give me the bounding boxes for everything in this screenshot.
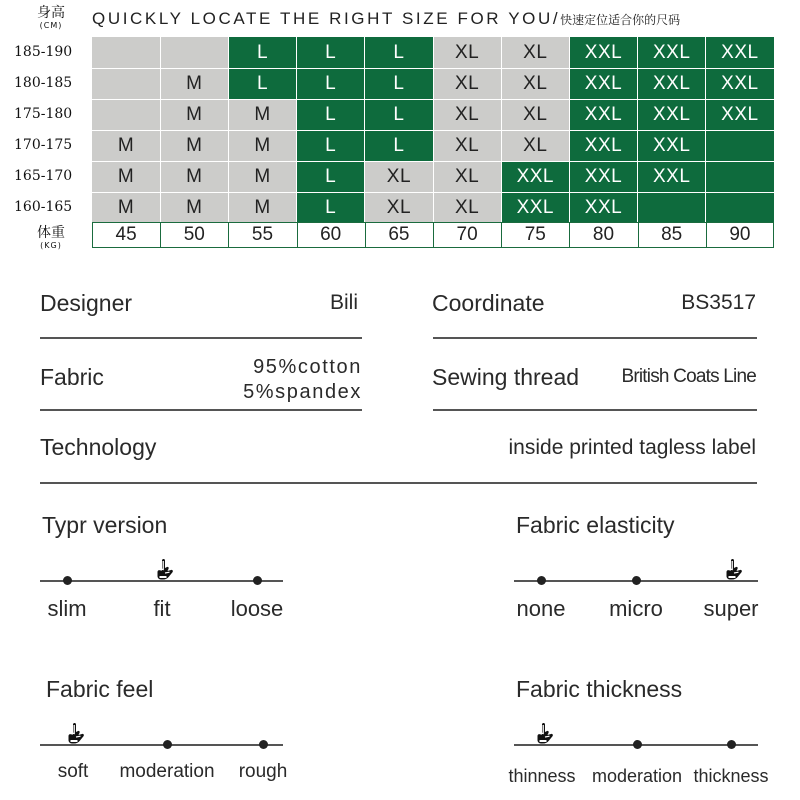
size-cell bbox=[160, 37, 228, 68]
weight-cell: 45 bbox=[115, 224, 137, 245]
gauge-dot bbox=[537, 576, 546, 585]
gauge-title: Fabric elasticity bbox=[516, 512, 675, 538]
height-label: 180-185 bbox=[14, 75, 73, 91]
gauge-title: Typr version bbox=[42, 512, 168, 538]
pointing-hand-icon bbox=[534, 722, 556, 746]
height-axis-label bbox=[8, 6, 94, 30]
size-cell: XXL bbox=[501, 161, 569, 192]
divider bbox=[433, 409, 757, 411]
gauge-title: Fabric feel bbox=[46, 676, 154, 702]
chart-title bbox=[92, 9, 680, 33]
divider bbox=[433, 337, 757, 339]
size-cell: XL bbox=[501, 99, 569, 130]
size-cell: XXL bbox=[706, 99, 774, 130]
size-cell: XXL bbox=[569, 99, 637, 130]
size-cell: M bbox=[160, 130, 228, 161]
weight-cell: 55 bbox=[251, 224, 274, 245]
weight-cell: 75 bbox=[524, 224, 546, 245]
size-cell: L bbox=[297, 192, 365, 223]
size-cell: XXL bbox=[638, 37, 706, 68]
size-cell: M bbox=[92, 192, 160, 223]
weight-cell: 90 bbox=[729, 224, 751, 245]
weight-axis-unit: (KG) bbox=[40, 241, 62, 250]
weight-axis-cn: 体重 bbox=[37, 225, 65, 241]
weight-cell: 70 bbox=[456, 224, 478, 245]
size-cell: XL bbox=[501, 130, 569, 161]
size-cell: M bbox=[160, 161, 228, 192]
gauge-option-label: rough bbox=[238, 761, 288, 782]
coordinate-value: BS3517 bbox=[681, 291, 756, 314]
height-label: 175-180 bbox=[14, 106, 73, 122]
fabric-value-line2: 5%spandex bbox=[243, 381, 362, 403]
size-cell: XL bbox=[433, 130, 501, 161]
weight-cell: 60 bbox=[320, 224, 342, 245]
gauge-option-label: none bbox=[516, 596, 566, 621]
gauge-dot bbox=[253, 576, 262, 585]
gauge-option-label: super bbox=[703, 596, 759, 621]
size-cell: M bbox=[160, 68, 228, 99]
size-cell: L bbox=[365, 37, 433, 68]
fabric-value-line1: 95%cotton bbox=[253, 356, 362, 378]
technology-label: Technology bbox=[40, 434, 157, 460]
grid-divider bbox=[92, 68, 774, 69]
size-cell: XXL bbox=[569, 192, 637, 223]
size-cell: XXL bbox=[569, 161, 637, 192]
grid-divider bbox=[92, 99, 774, 100]
weight-cell: 85 bbox=[661, 224, 683, 245]
size-cell: M bbox=[160, 192, 228, 223]
size-cell: XL bbox=[365, 192, 433, 223]
gauge-option-label: loose bbox=[230, 596, 284, 621]
size-cell: XXL bbox=[706, 68, 774, 99]
weight-divider bbox=[501, 222, 502, 248]
chart-title-cn: 快速定位适合你的尺码 bbox=[560, 13, 681, 27]
weight-divider bbox=[706, 222, 707, 248]
size-cell bbox=[706, 130, 774, 161]
gauge-option-label: slim bbox=[47, 596, 87, 621]
size-cell: M bbox=[228, 130, 296, 161]
gauge-dot bbox=[259, 740, 268, 749]
sewing-thread-value: British Coats Line bbox=[621, 366, 756, 387]
size-cell: XXL bbox=[569, 37, 637, 68]
gauge-dot bbox=[727, 740, 736, 749]
size-cell: M bbox=[160, 99, 228, 130]
technology-value: inside printed tagless label bbox=[508, 436, 756, 459]
height-label: 160-165 bbox=[14, 199, 73, 215]
size-cell: XL bbox=[433, 68, 501, 99]
gauge-dot bbox=[632, 576, 641, 585]
size-cell: XXL bbox=[638, 68, 706, 99]
size-cell: L bbox=[228, 37, 296, 68]
size-cell: L bbox=[365, 99, 433, 130]
chart-title-en: QUICKLY LOCATE THE RIGHT SIZE FOR YOU/ bbox=[92, 9, 561, 28]
height-label: 165-170 bbox=[14, 168, 73, 184]
size-cell: XXL bbox=[569, 68, 637, 99]
weight-divider bbox=[433, 222, 434, 248]
size-cell: L bbox=[365, 130, 433, 161]
size-cell: L bbox=[228, 68, 296, 99]
height-label: 170-175 bbox=[14, 137, 73, 153]
weight-divider bbox=[365, 222, 366, 248]
size-cell: L bbox=[365, 68, 433, 99]
size-cell bbox=[638, 192, 706, 223]
size-cell: XL bbox=[365, 161, 433, 192]
fabric-value bbox=[222, 355, 362, 405]
divider bbox=[40, 409, 362, 411]
sewing-thread-label: Sewing thread bbox=[432, 364, 580, 390]
height-axis-cn: 身高 bbox=[37, 5, 65, 21]
size-cell: M bbox=[92, 161, 160, 192]
gauge-option-label: thinness bbox=[508, 766, 576, 786]
designer-value: Bili bbox=[329, 291, 358, 314]
size-cell: XL bbox=[433, 161, 501, 192]
size-cell: L bbox=[297, 68, 365, 99]
size-cell: XXL bbox=[501, 192, 569, 223]
weight-divider bbox=[160, 222, 161, 248]
grid-divider bbox=[92, 192, 774, 193]
coordinate-label: Coordinate bbox=[432, 290, 545, 316]
size-cell: XXL bbox=[638, 130, 706, 161]
size-cell: XL bbox=[433, 99, 501, 130]
size-cell bbox=[92, 68, 160, 99]
size-cell: L bbox=[297, 99, 365, 130]
gauge-title: Fabric thickness bbox=[516, 676, 683, 702]
weight-cell: 65 bbox=[388, 224, 410, 245]
size-cell: XXL bbox=[706, 37, 774, 68]
size-cell: M bbox=[228, 161, 296, 192]
size-cell: XXL bbox=[569, 130, 637, 161]
height-axis-unit: (CM) bbox=[39, 21, 63, 30]
size-cell bbox=[92, 99, 160, 130]
fabric-label: Fabric bbox=[40, 364, 104, 390]
gauge-option-label: thickness bbox=[693, 766, 769, 786]
size-cell: XL bbox=[501, 37, 569, 68]
height-label: 185-190 bbox=[14, 44, 73, 60]
gauge-option-label: moderation bbox=[591, 766, 683, 786]
size-cell bbox=[92, 37, 160, 68]
size-cell bbox=[706, 192, 774, 223]
weight-divider bbox=[638, 222, 639, 248]
gauge-option-label: micro bbox=[609, 596, 663, 621]
weight-divider bbox=[297, 222, 298, 248]
size-cell: M bbox=[92, 130, 160, 161]
size-cell: XL bbox=[433, 192, 501, 223]
size-cell: XL bbox=[501, 68, 569, 99]
divider bbox=[40, 337, 362, 339]
size-cell bbox=[706, 161, 774, 192]
gauge-dot bbox=[633, 740, 642, 749]
gauge-option-label: soft bbox=[57, 761, 89, 782]
size-cell: L bbox=[297, 161, 365, 192]
size-cell: L bbox=[297, 130, 365, 161]
pointing-hand-icon bbox=[65, 722, 87, 746]
weight-axis-label bbox=[8, 226, 94, 250]
weight-cell: 50 bbox=[183, 224, 205, 245]
size-cell: M bbox=[228, 192, 296, 223]
gauge-option-label: moderation bbox=[119, 761, 215, 782]
size-cell: XXL bbox=[638, 161, 706, 192]
weight-divider bbox=[569, 222, 570, 248]
grid-divider bbox=[92, 161, 774, 162]
divider bbox=[40, 482, 757, 484]
size-cell: XL bbox=[433, 37, 501, 68]
grid-divider bbox=[92, 130, 774, 131]
size-cell: XXL bbox=[638, 99, 706, 130]
gauge-option-label: fit bbox=[153, 596, 171, 621]
weight-divider bbox=[228, 222, 229, 248]
weight-cell: 80 bbox=[592, 224, 615, 245]
size-cell: L bbox=[297, 37, 365, 68]
pointing-hand-icon bbox=[154, 558, 176, 582]
gauge-dot bbox=[63, 576, 72, 585]
pointing-hand-icon bbox=[723, 558, 745, 582]
size-cell: M bbox=[228, 99, 296, 130]
gauge-dot bbox=[163, 740, 172, 749]
designer-label: Designer bbox=[40, 290, 133, 316]
